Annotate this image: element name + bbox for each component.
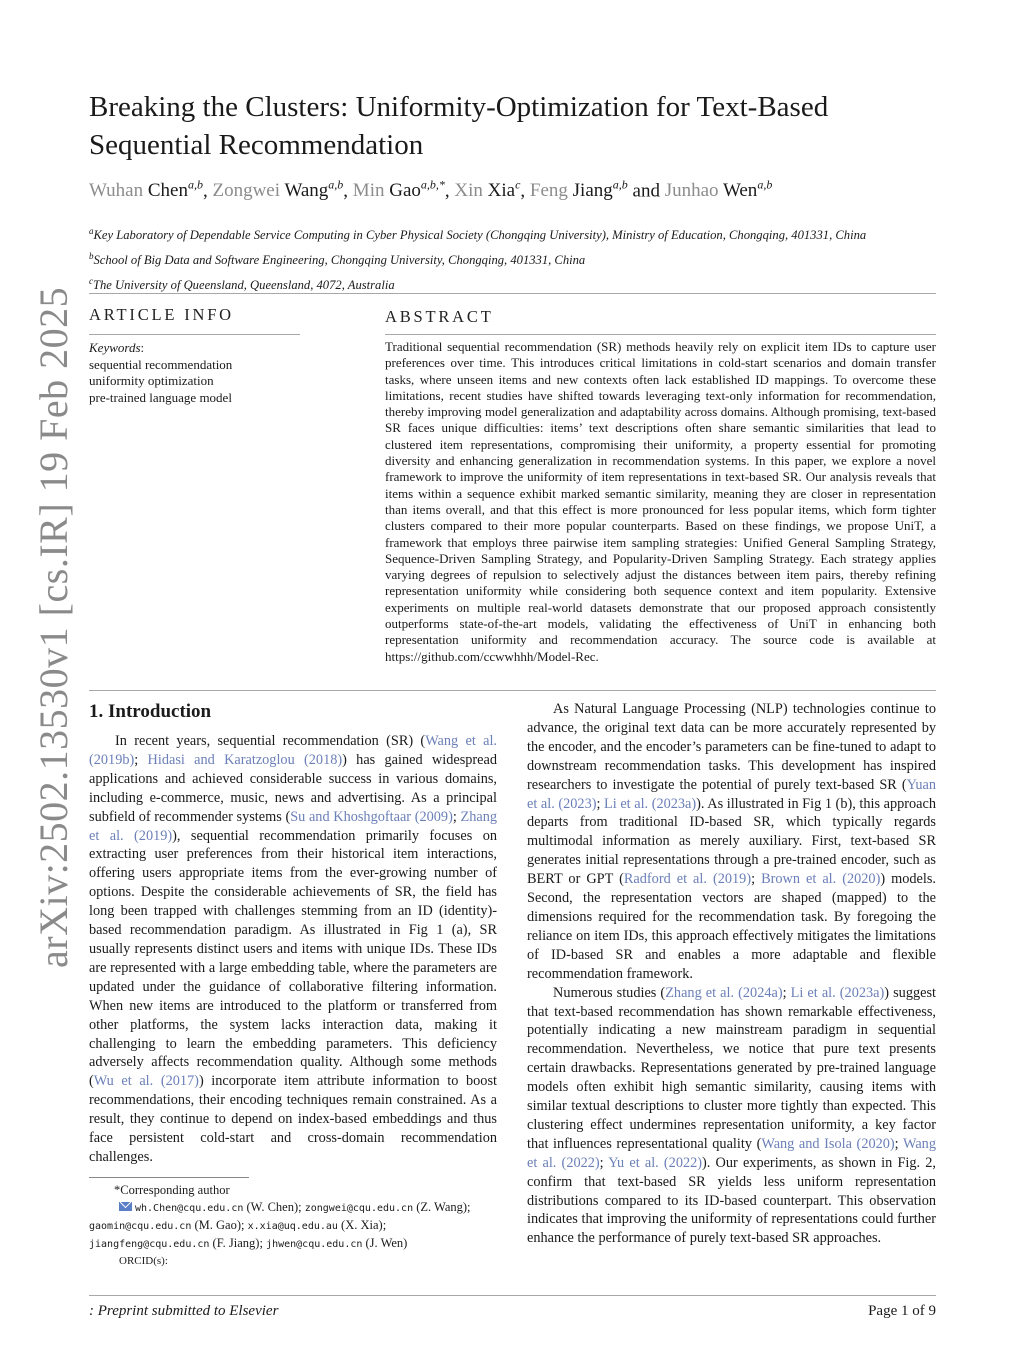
citation-link[interactable]: Li et al. (2023a) [790, 984, 885, 1001]
citation-link[interactable]: Brown et al. (2020) [761, 871, 881, 888]
author[interactable]: Min Gao$^{a,b,*}$ [352, 178, 445, 202]
keywords-label: Keywords [89, 340, 141, 355]
email-link[interactable]: x.xia@uq.edu.au [247, 1221, 338, 1232]
citation-link[interactable]: Radford et al. (2019) [623, 871, 752, 888]
citation-link[interactable]: Wang et al. (2019b) [89, 733, 497, 768]
author[interactable]: Junhao Wen$^{a,b}$ [664, 178, 773, 202]
footer-divider [89, 1295, 936, 1296]
arxiv-stamp: arXiv:2502.13530v1 [cs.IR] 19 Feb 2025 [31, 286, 76, 968]
author[interactable]: Zongwei Wang$^{a,b}$ [212, 178, 344, 202]
author[interactable]: Wuhan Chen$^{a,b}$ [89, 178, 203, 202]
citation-link[interactable]: Li et al. (2023a) [604, 795, 697, 812]
footnote: *Corresponding author wh.Chen@cqu.edu.cn (W. Chen); zongwei@cqu.edu.cn (Z. Wang); gaomin@cqu.edu.cn (M. Gao); x.xia@uq.edu.au (X. Xia); jiangfeng@cqu.edu.cn (F. Jiang); jhwen@cqu.edu.cn (J. Wen) ORCID(s): [89, 1177, 497, 1270]
email-link[interactable]: gaomin@cqu.edu.cn [89, 1221, 192, 1232]
page-number: Page 1 of 9 [868, 1303, 936, 1319]
citation-link[interactable]: Yu et al. (2022) [608, 1154, 703, 1171]
header-divider [89, 293, 936, 294]
citation-link[interactable]: Wang et al. (2022) [527, 1135, 936, 1171]
affiliations [89, 221, 949, 297]
citation-link[interactable]: Wu et al. (2017) [93, 1073, 199, 1090]
keyword: uniformity optimization [89, 373, 214, 388]
email-link[interactable]: wh.Chen@cqu.edu.cn [135, 1203, 244, 1214]
body-divider [89, 690, 936, 691]
citation-link[interactable]: Wang and Isola (2020) [761, 1135, 895, 1152]
email-icon [119, 1202, 132, 1211]
paragraph: In recent years, sequential recommendation (SR) (Wang et al. (2019b); Hidasi and Karatzoglou (2018)) has gained widespread applications and achieved considerable success in various domains, including e-commerce, music, news and advertising. As a principal subfield of recommender systems (Su and Khoshgoftaar (2009); Zhang et al. (2019)), sequential recommendation primarily focuses on extracting user preferences from their historical item interactions, offering users appropriate items from the ever-growing number of options. Despite the considerable achievements of SR, the field has long been trapped with challenges stemming from an ID (identity)-based recommendation paradigm. As illustrated in Fig 1 (a), SR usually represents distinct users and items with unique IDs. These IDs are represented with a large embedding table, where the parameters are updated under the guidance of collaborative filtering information. When new items are introduced to the platform or transferred from other platforms, the system lacks interaction data, making it challenging to learn the embedding parameters. This deficiency adversely affects recommendation quality. Although some methods (Wu et al. (2017)) incorporate item attribute information to boost recommendations, their encoding techniques remain constrained. As a result, they continue to depend on index-based embeddings and thus face persistent cold-start and cross-domain recommendation challenges. [89, 733, 498, 1165]
abstract-heading: ABSTRACT [385, 307, 494, 326]
abstract-text: Traditional sequential recommendation (SR) methods heavily rely on explicit item IDs to capture user preferences over time. This introduces critical limitations in cold-start scenarios and domain transfer tasks, where unseen items and new contexts often lack established ID mappings. To overcome these limitations, recent studies have shifted towards leveraging text-only information for recommendation, thereby improving model generalization and adaptability across domains. Although promising, text-based SR faces unique difficulties: items’ text descriptions often share semantic similarities that lead to clustered item representations, compromising their uniformity, a property essential for promoting diversity and enhancing generalization in recommendation systems. In this paper, we explore a novel framework to improve the uniformity of item representations in text-based SR. Our analysis reveals that items within a sequence exhibit marked semantic similarity, meaning they are closer in representation than items overall, and that this effect is more pronounced for less popular items, which form tighter clusters compared to their more popular counterparts. Based on these findings, we propose UniT, a framework that employs three pairwise item sampling strategies: Unified General Sampling Strategy, Sequence-Driven Sampling Strategy, and Popularity-Driven Sampling Strategy. Each strategy applies varying degrees of repulsion to selectively adjust the distances between item pairs, thereby refining representation uniformity while considering both sequence context and item popularity. Extensive experiments on multiple real-world datasets demonstrate that our proposed approach consistently outperforms state-of-the-art models, validating the effectiveness of UniT in enhancing both representation uniformity and recommendation accuracy. The source code is available at https://github.com/ccwwhhh/Model-Rec. [385, 339, 936, 664]
citation-link[interactable]: Hidasi and Karatzoglou (2018) [147, 751, 343, 768]
paper-title: Breaking the Clusters: Uniformity-Optimization for Text-Based Sequential Recommendation [89, 91, 829, 161]
section-heading-introduction: 1. Introduction [89, 701, 212, 722]
citation-link[interactable]: Zhang et al. (2024a) [665, 984, 783, 1001]
email-link[interactable]: jhwen@cqu.edu.cn [266, 1239, 363, 1250]
intro-left-column [89, 732, 497, 1167]
affiliation: $^b$School of Big Data and Software Engineering, Chongqing University, Chongqing, 401331, China [89, 251, 586, 268]
affiliation: $^c$The University of Queensland, Queensland, 4072, Australia [89, 276, 395, 293]
citation-link[interactable]: Zhang et al. (2019) [89, 808, 497, 844]
keywords-block: Keywords: sequential recommendation uniformity optimization pre-trained language model [89, 340, 299, 406]
author[interactable]: Xin Xia$^c$ [454, 178, 521, 202]
affiliation: $^a$Key Laboratory of Dependable Service Computing in Cyber Physical Society (Chongqing University), Ministry of Education, Chongqing, 401331, China [89, 226, 867, 243]
abstract-divider [385, 334, 936, 335]
article-info-heading: ARTICLE INFO [89, 305, 234, 324]
article-info-divider [89, 334, 300, 335]
author[interactable]: Feng Jiang$^{a,b}$ [529, 178, 628, 202]
email-link[interactable]: jiangfeng@cqu.edu.cn [89, 1239, 210, 1250]
keyword: pre-trained language model [89, 389, 232, 405]
keyword: sequential recommendation [89, 356, 233, 372]
email-link[interactable]: zongwei@cqu.edu.cn [304, 1203, 414, 1214]
intro-right-column [527, 700, 936, 1248]
orcid-label: ORCID(s): [119, 1255, 168, 1267]
citation-link[interactable]: Yuan et al. (2023) [527, 776, 936, 812]
citation-link[interactable]: Su and Khoshgoftaar (2009) [290, 808, 453, 825]
footer-preprint-note: : Preprint submitted to Elsevier [89, 1303, 279, 1319]
paragraph: As Natural Language Processing (NLP) technologies continue to advance, the original text data can be more accurately represented by the encoder, and the encoder’s parameters can be fine-tuned to adapt to downstream recommendation tasks. This development has inspired researchers to investigate the potential of purely text-based SR (Yuan et al. (2023); Li et al. (2023a)). As illustrated in Fig 1 (b), this approach departs from traditional ID-based SR, which typically regards multimodal information as merely auxiliary. First, text-based SR generates initial representations through a pre-trained encoder, such as BERT or GPT (Radford et al. (2019); Brown et al. (2020)) models. Second, the representation vectors are shaped (mapped) to the dimensions required for the recommendation task. By foregoing the reliance on item IDs, this approach effectively mitigates the limitations of ID-based SR and enables a more adaptable and flexible recommendation framework. [527, 701, 937, 982]
corresponding-author-note: *Corresponding author [114, 1183, 230, 1197]
paragraph: Numerous studies (Zhang et al. (2024a); Li et al. (2023a)) suggest that text-based recommendation has shown remarkable effectiveness, potentially indicating a new mainstream paradigm in sequential recommendation. Nevertheless, we notice that pure text presents certain drawbacks. Representations generated by pre-trained language models often exhibit high semantic similarity, causing items with similar textual descriptions to cluster more tightly than expected. This clustering effect undermines representation uniformity, a key factor that influences representational quality (Wang and Isola (2020); Wang et al. (2022); Yu et al. (2022)). Our experiments, as shown in Fig. 2, confirm that text-based SR yields less uniform representation distributions compared to its ID-based counterpart. This observation indicates that improving the uniformity of representations could further enhance the performance of purely text-based SR approaches. [527, 984, 936, 1247]
footnote-rule [89, 1177, 249, 1178]
author-list: Wuhan Chen$^{a,b}$, Zongwei Wang$^{a,b}$, Min Gao$^{a,b,*}$, Xin Xia$^c$, Feng Jiang$^{a,b}$ and Junhao Wen$^{a,b}$ [89, 178, 773, 202]
